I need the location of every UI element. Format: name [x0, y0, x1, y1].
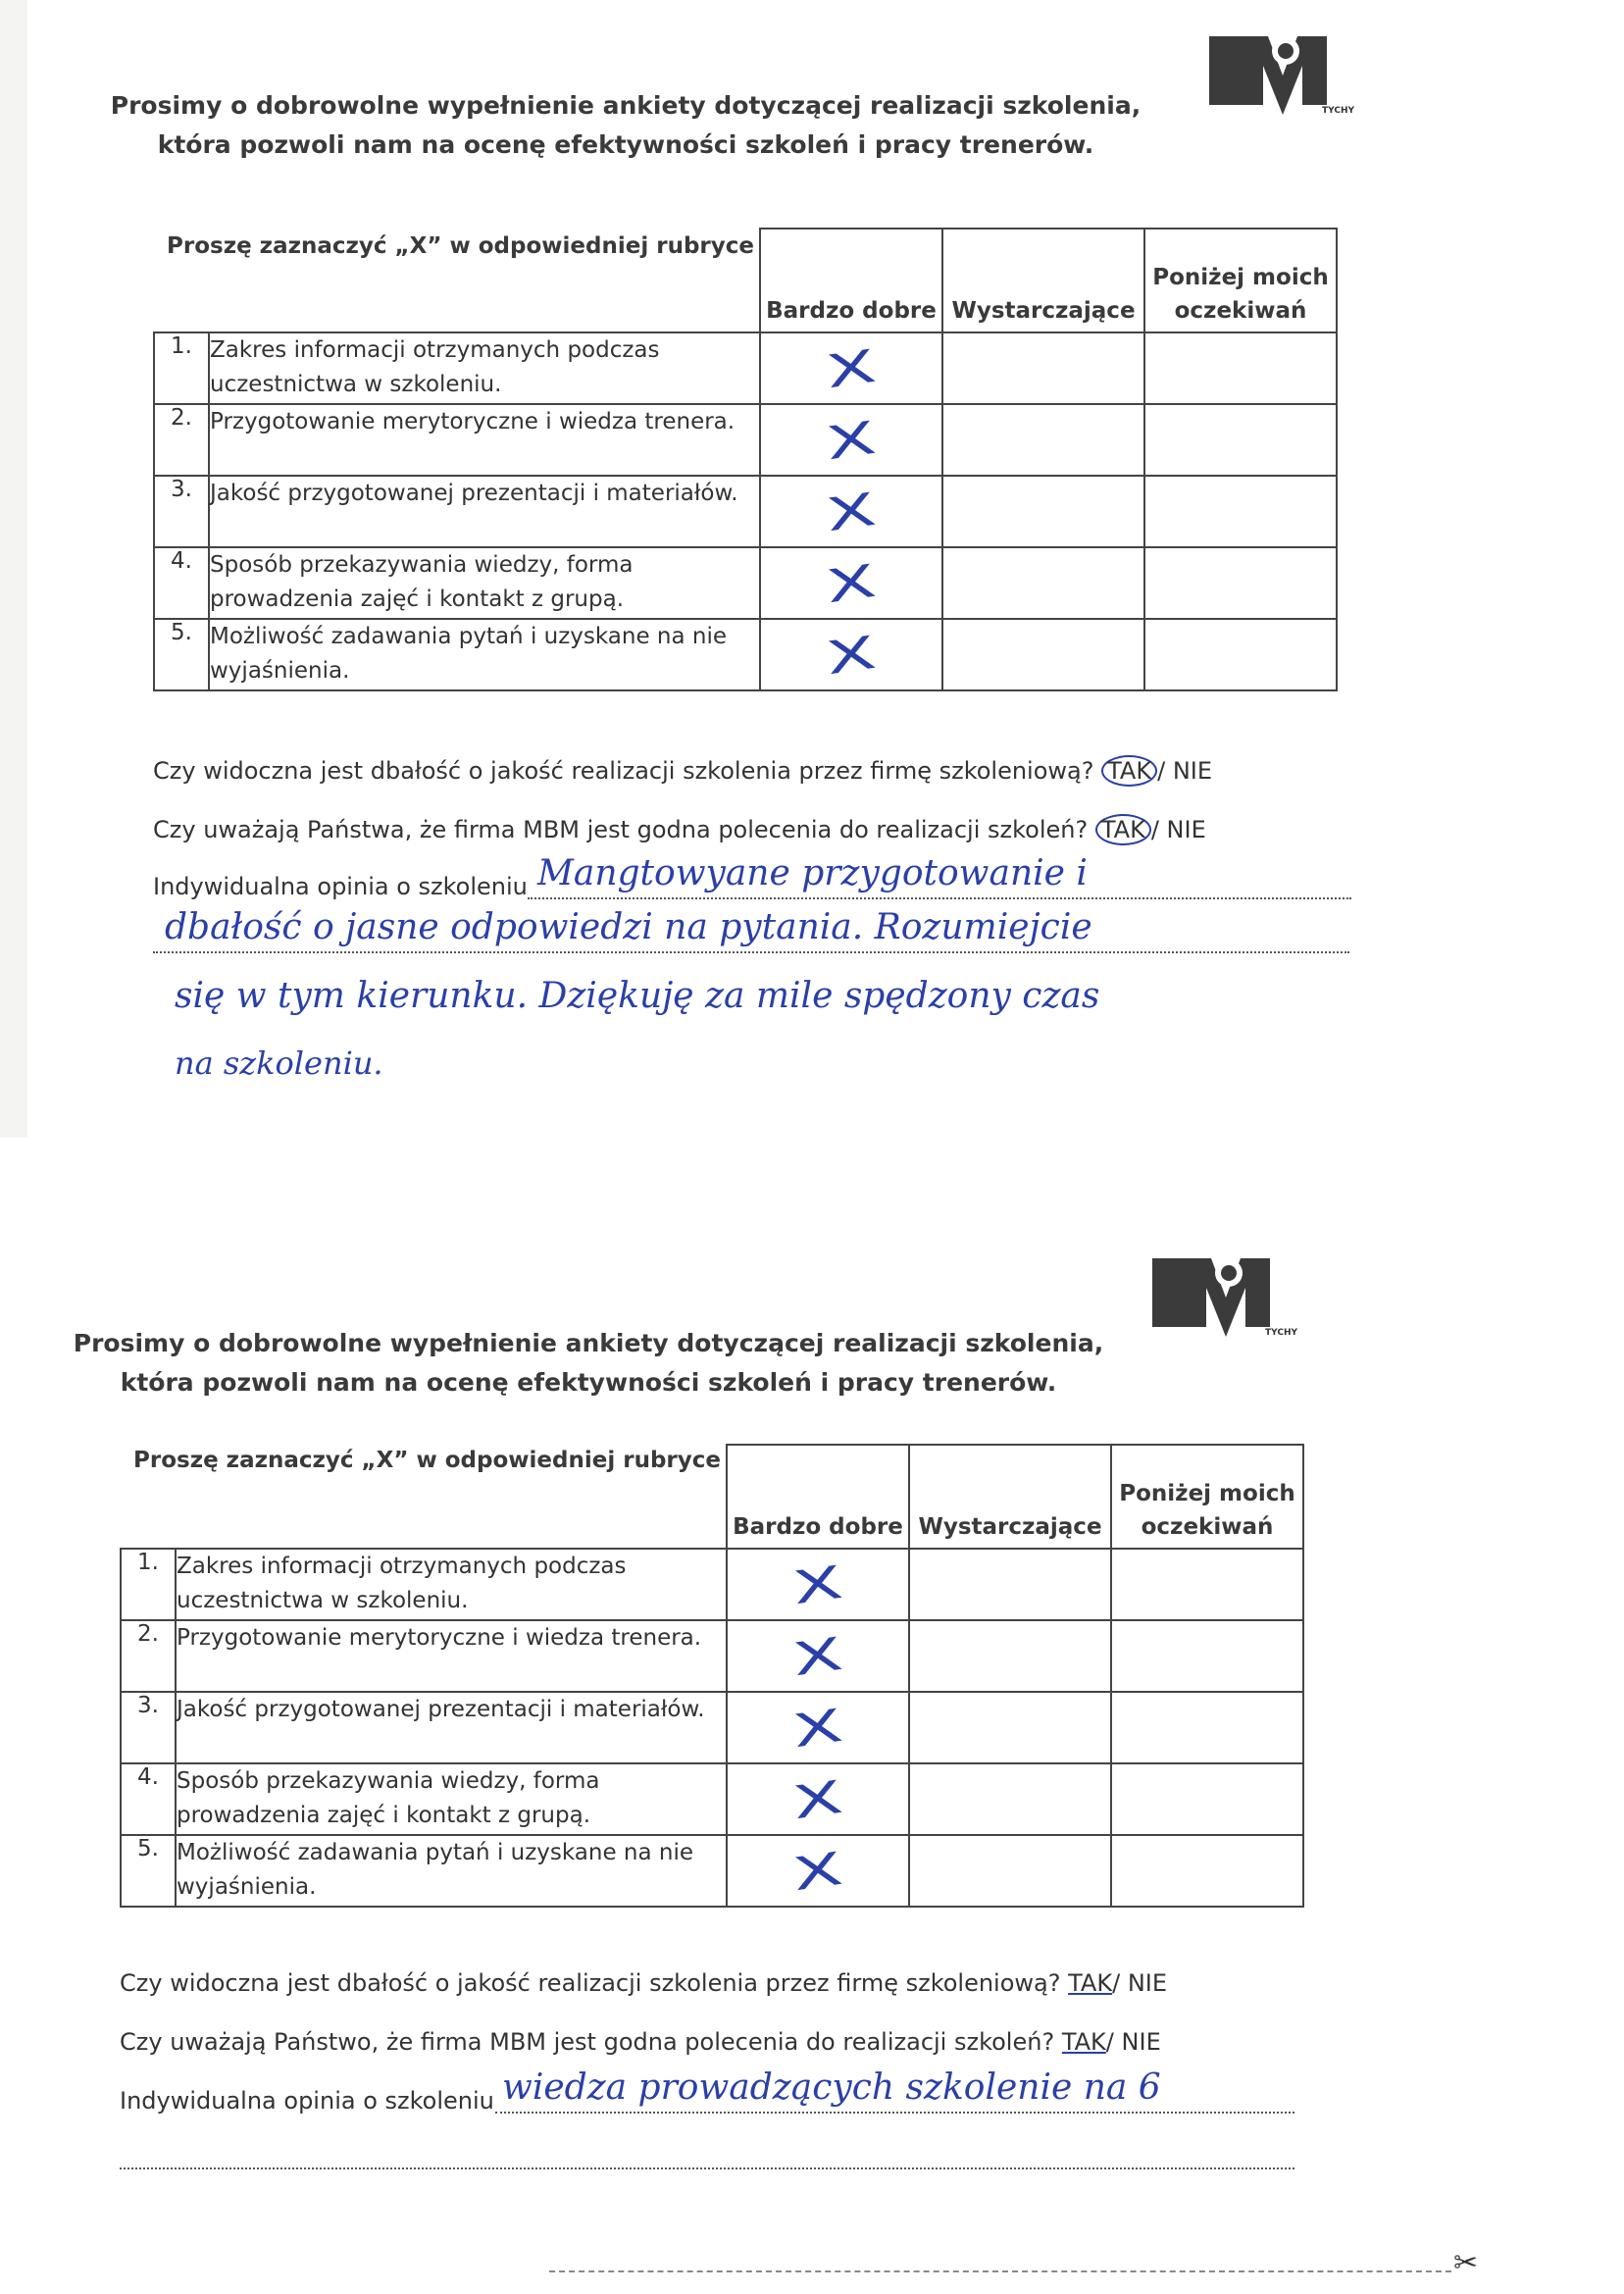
mbm-logo — [1147, 1244, 1304, 1337]
table-row — [121, 1620, 1303, 1692]
row-question: Jakość przygotowanej prezentacji i materiałów. — [209, 476, 760, 547]
checkbox-below[interactable] — [1144, 332, 1337, 404]
column-very-good: Bardzo dobre — [760, 229, 942, 332]
opinion-handwriting[interactable]: się w tym kierunku. Dziękuję za mile spędzony czas — [175, 976, 1100, 1016]
checkbox-very-good[interactable] — [760, 476, 942, 547]
form-title — [59, 1324, 1118, 1402]
answer-yes[interactable]: TAK — [1101, 755, 1157, 787]
row-question: Możliwość zadawania pytań i uzyskane na nie wyjaśnienia. — [209, 619, 760, 690]
answer-separator: / — [1105, 2028, 1114, 2056]
question-recommend — [120, 2028, 1161, 2056]
answer-no[interactable]: NIE — [1172, 757, 1213, 785]
row-question: Przygotowanie merytoryczne i wiedza trenera. — [209, 404, 760, 476]
x-mark: X — [789, 1555, 846, 1614]
column-sufficient: Wystarczające — [942, 229, 1144, 332]
opinion-handwriting[interactable]: dbałość o jasne odpowiedzi na pytania. Rozumiejcie — [165, 907, 1092, 947]
row-question: Zakres informacji otrzymanych podczas uczestnictwa w szkoleniu. — [209, 332, 760, 404]
row-number: 3. — [121, 1692, 176, 1763]
x-mark: X — [823, 625, 880, 685]
form-title — [96, 86, 1155, 165]
x-mark: X — [789, 1698, 846, 1758]
mbm-logo — [1204, 22, 1361, 115]
table-row — [154, 619, 1337, 690]
answer-separator: / — [1112, 1969, 1121, 1997]
logo-subtext: TYCHY — [1265, 1328, 1297, 1337]
column-below-expectations: Poniżej moich oczekiwań — [1111, 1445, 1303, 1549]
opinion-label: Indywidualna opinia o szkoleniu — [120, 2087, 494, 2115]
question-quality — [153, 755, 1212, 787]
checkbox-sufficient[interactable] — [909, 1835, 1111, 1907]
cut-line — [549, 2270, 1451, 2272]
x-mark: X — [823, 410, 880, 470]
logo-subtext: TYCHY — [1322, 106, 1354, 115]
x-mark: X — [823, 482, 880, 541]
table-row — [154, 547, 1337, 619]
question-recommend-text: Czy uważają Państwa, że firma MBM jest godna polecenia do realizacji szkoleń? — [153, 816, 1089, 843]
checkbox-sufficient[interactable] — [909, 1763, 1111, 1835]
checkbox-sufficient[interactable] — [942, 404, 1144, 476]
row-number: 3. — [154, 476, 209, 547]
checkbox-below[interactable] — [1111, 1549, 1303, 1620]
checkbox-below[interactable] — [1111, 1692, 1303, 1763]
title-line-2: która pozwoli nam na ocenę efektywności szkoleń i pracy trenerów. — [157, 130, 1094, 159]
row-number: 4. — [121, 1763, 176, 1835]
opinion-handwriting[interactable]: Mangtowyane przygotowanie i — [537, 853, 1088, 893]
header-spacer — [121, 1445, 727, 1549]
checkbox-very-good[interactable] — [727, 1549, 909, 1620]
row-question: Sposób przekazywania wiedzy, forma prowadzenia zajęć i kontakt z grupą. — [176, 1763, 727, 1835]
question-recommend — [153, 814, 1206, 845]
answer-yes[interactable]: TAK — [1061, 2028, 1106, 2056]
checkbox-below[interactable] — [1111, 1763, 1303, 1835]
table-row — [121, 1692, 1303, 1763]
row-number: 4. — [154, 547, 209, 619]
checkbox-sufficient[interactable] — [942, 547, 1144, 619]
x-mark: X — [789, 1841, 846, 1901]
checkbox-sufficient[interactable] — [909, 1620, 1111, 1692]
opinion-line — [495, 2112, 1294, 2114]
x-mark: X — [823, 553, 880, 613]
rating-table — [120, 1444, 1304, 1908]
x-mark: X — [823, 338, 880, 398]
column-very-good: Bardzo dobre — [727, 1445, 909, 1549]
header-spacer — [154, 229, 760, 332]
x-mark: X — [789, 1769, 846, 1829]
checkbox-sufficient[interactable] — [942, 476, 1144, 547]
answer-yes[interactable]: TAK — [1095, 814, 1151, 845]
checkbox-below[interactable] — [1144, 476, 1337, 547]
instruction-text: Proszę zaznaczyć „X” w odpowiedniej rubryce — [133, 1448, 721, 1473]
row-question: Jakość przygotowanej prezentacji i materiałów. — [176, 1692, 727, 1763]
answer-separator: / — [1157, 757, 1166, 785]
row-question: Możliwość zadawania pytań i uzyskane na nie wyjaśnienia. — [176, 1835, 727, 1907]
opinion-line — [153, 951, 1349, 953]
row-number: 2. — [121, 1620, 176, 1692]
checkbox-very-good[interactable] — [727, 1692, 909, 1763]
checkbox-below[interactable] — [1111, 1620, 1303, 1692]
table-row — [154, 404, 1337, 476]
title-line-1: Prosimy o dobrowolne wypełnienie ankiety dotyczącej realizacji szkolenia, — [73, 1329, 1104, 1357]
opinion-line — [120, 2167, 1294, 2169]
column-sufficient: Wystarczające — [909, 1445, 1111, 1549]
row-number: 5. — [121, 1835, 176, 1907]
table-row — [154, 332, 1337, 404]
checkbox-very-good[interactable] — [727, 1620, 909, 1692]
checkbox-sufficient[interactable] — [909, 1692, 1111, 1763]
survey-sheet-2 — [0, 1138, 1624, 2294]
checkbox-sufficient[interactable] — [909, 1549, 1111, 1620]
question-recommend-text: Czy uważają Państwo, że firma MBM jest godna polecenia do realizacji szkoleń? — [120, 2028, 1055, 2056]
checkbox-very-good[interactable] — [727, 1835, 909, 1907]
title-line-1: Prosimy o dobrowolne wypełnienie ankiety dotyczącej realizacji szkolenia, — [110, 91, 1142, 120]
row-question: Zakres informacji otrzymanych podczas uczestnictwa w szkoleniu. — [176, 1549, 727, 1620]
row-number: 1. — [154, 332, 209, 404]
answer-no[interactable]: NIE — [1127, 1969, 1168, 1997]
column-below-expectations: Poniżej moich oczekiwań — [1144, 229, 1337, 332]
answer-separator: / — [1150, 816, 1159, 843]
table-row — [121, 1835, 1303, 1907]
checkbox-below[interactable] — [1111, 1835, 1303, 1907]
checkbox-sufficient[interactable] — [942, 332, 1144, 404]
checkbox-sufficient[interactable] — [942, 619, 1144, 690]
opinion-line — [528, 897, 1351, 899]
answer-no[interactable]: NIE — [1166, 816, 1206, 843]
answer-no[interactable]: NIE — [1121, 2028, 1161, 2056]
table-row — [154, 476, 1337, 547]
answer-yes[interactable]: TAK — [1068, 1969, 1113, 1997]
x-mark: X — [789, 1626, 846, 1686]
checkbox-below[interactable] — [1144, 404, 1337, 476]
row-number: 1. — [121, 1549, 176, 1620]
rating-table — [153, 228, 1338, 691]
scissors-icon: ✂ — [1453, 2246, 1479, 2280]
table-row — [121, 1549, 1303, 1620]
question-quality — [120, 1969, 1167, 1997]
checkbox-very-good[interactable] — [760, 332, 942, 404]
opinion-handwriting[interactable]: wiedza prowadzących szkolenie na 6 — [502, 2067, 1161, 2108]
question-quality-text: Czy widoczna jest dbałość o jakość realizacji szkolenia przez firmę szkoleniową? — [120, 1969, 1061, 1997]
row-question: Przygotowanie merytoryczne i wiedza trenera. — [176, 1620, 727, 1692]
question-quality-text: Czy widoczna jest dbałość o jakość realizacji szkolenia przez firmę szkoleniową? — [153, 757, 1094, 785]
checkbox-very-good[interactable] — [760, 619, 942, 690]
checkbox-very-good[interactable] — [760, 404, 942, 476]
row-question: Sposób przekazywania wiedzy, forma prowadzenia zajęć i kontakt z grupą. — [209, 547, 760, 619]
checkbox-below[interactable] — [1144, 547, 1337, 619]
opinion-handwriting[interactable]: na szkoleniu. — [175, 1045, 383, 1082]
table-row — [121, 1763, 1303, 1835]
survey-sheet-1 — [27, 0, 1624, 1138]
row-number: 2. — [154, 404, 209, 476]
row-number: 5. — [154, 619, 209, 690]
instruction-text: Proszę zaznaczyć „X” w odpowiedniej rubryce — [167, 233, 754, 259]
opinion-label: Indywidualna opinia o szkoleniu — [153, 873, 528, 900]
checkbox-very-good[interactable] — [760, 547, 942, 619]
checkbox-below[interactable] — [1144, 619, 1337, 690]
title-line-2: która pozwoli nam na ocenę efektywności szkoleń i pracy trenerów. — [120, 1368, 1057, 1397]
checkbox-very-good[interactable] — [727, 1763, 909, 1835]
